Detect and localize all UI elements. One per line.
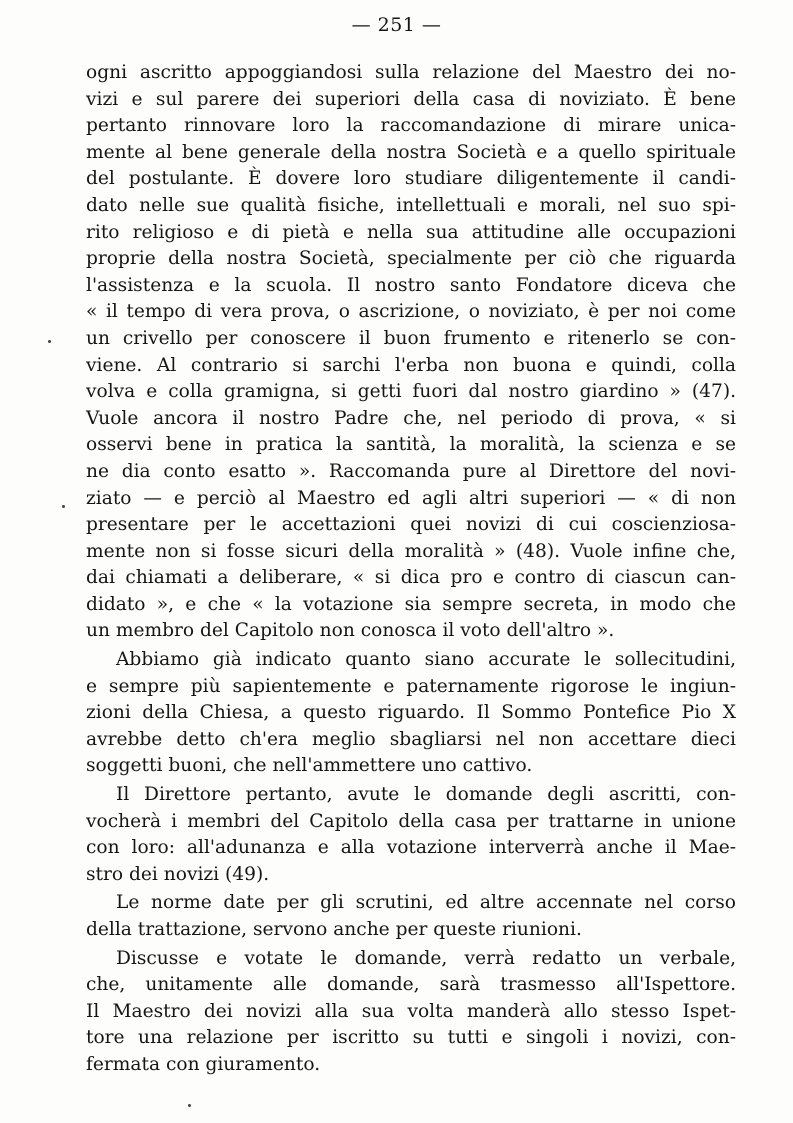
scan-speck <box>48 340 51 343</box>
text-line: Il Direttore pertanto, avute le domande degli ascritti, con- <box>116 784 736 806</box>
paragraph <box>86 647 736 780</box>
text-line: con loro: all'adunanza e alla votazione interverrà anche il Mae- <box>86 837 736 859</box>
text-line: Le norme date per gli scrutini, ed altre accennate nel corso <box>116 892 736 914</box>
text-line: della trattazione, servono anche per queste riunioni. <box>86 919 582 940</box>
text-line: Discusse e votate le domande, verrà redatto un verbale, <box>116 947 736 969</box>
text-line: mente non si fosse sicuri della moralità » (48). Vuole infine che, <box>86 540 736 562</box>
paragraph <box>86 60 736 645</box>
text-line: ogni ascritto appoggiandosi sulla relazione del Maestro dei no- <box>86 62 736 83</box>
paragraph <box>86 890 736 943</box>
paragraph <box>86 946 736 1079</box>
text-line: ne dia conto esatto ». Raccomanda pure al Direttore del novi- <box>86 460 736 482</box>
page-number: — 251 — <box>351 14 442 36</box>
text-line: Abbiamo già indicato quanto siano accurate le sollecitudini, <box>116 649 736 671</box>
scan-speck <box>62 505 65 508</box>
text-line: vizi e sul parere dei superiori della casa di noviziato. È bene <box>86 88 736 110</box>
text-line: stro dei novizi (49). <box>86 863 270 885</box>
text-line: del postulante. È dovere loro studiare diligentemente il candi- <box>86 168 736 190</box>
text-line: « il tempo di vera prova, o ascrizione, o noviziato, è per noi come <box>86 301 736 323</box>
paragraph <box>86 782 736 888</box>
text-line: viene. Al contrario si sarchi l'erba non buona e quindi, colla <box>86 354 736 376</box>
text-line: e sempre più sapientemente e paternamente rigorose le ingiun- <box>86 675 736 697</box>
text-line: Vuole ancora il nostro Padre che, nel periodo di prova, « si <box>86 407 736 429</box>
text-line: ziato — e perciò al Maestro ed agli altri superiori — « di non <box>86 487 736 509</box>
text-line: un membro del Capitolo non conosca il voto dell'altro ». <box>86 620 615 642</box>
scan-speck <box>188 1104 191 1107</box>
text-line: tore una relazione per iscritto su tutti e singoli i novizi, con- <box>86 1027 736 1049</box>
text-line: rito religioso e di pietà e nella sua attitudine alle occupazioni <box>86 221 736 243</box>
text-line: fermata con giuramento. <box>86 1053 321 1075</box>
text-line: presentare per le accettazioni quei novizi di cui coscienziosa- <box>86 514 736 536</box>
text-line: soggetti buoni, che nell'ammettere uno cattivo. <box>86 755 533 777</box>
text-line: che, unitamente alle domande, sarà trasmesso all'Ispettore. <box>86 974 736 996</box>
text-line: un crivello per conoscere il buon frumento e ritenerlo se con- <box>86 327 736 349</box>
text-line: dato nelle sue qualità fisiche, intellettuali e morali, nel suo spi- <box>86 194 736 216</box>
text-line: proprie della nostra Società, specialmente per ciò che riguarda <box>86 248 736 270</box>
text-line: l'assistenza e la scuola. Il nostro santo Fondatore diceva che <box>86 274 736 296</box>
text-line: vocherà i membri del Capitolo della casa per trattarne in unione <box>86 810 736 832</box>
text-line: avrebbe detto ch'era meglio sbagliarsi nel non accettare dieci <box>86 728 736 750</box>
text-line: mente al bene generale della nostra Società e a quello spirituale <box>86 141 736 163</box>
text-line: osservi bene in pratica la santità, la moralità, la scienza e se <box>86 434 736 456</box>
text-line: dai chiamati a deliberare, « si dica pro e contro di ciascun can- <box>86 567 736 589</box>
text-line: zioni della Chiesa, a questo riguardo. Il Sommo Pontefice Pio X <box>86 702 736 724</box>
text-line: didato », e che « la votazione sia sempre secreta, in modo che <box>86 593 736 615</box>
text-line: pertanto rinnovare loro la raccomandazione di mirare unica- <box>86 115 736 137</box>
text-body <box>86 60 736 1079</box>
text-line: volva e colla gramigna, si getti fuori dal nostro giardino » (47). <box>86 381 736 403</box>
text-line: Il Maestro dei novizi alla sua volta manderà allo stesso Ispet- <box>86 1000 736 1022</box>
